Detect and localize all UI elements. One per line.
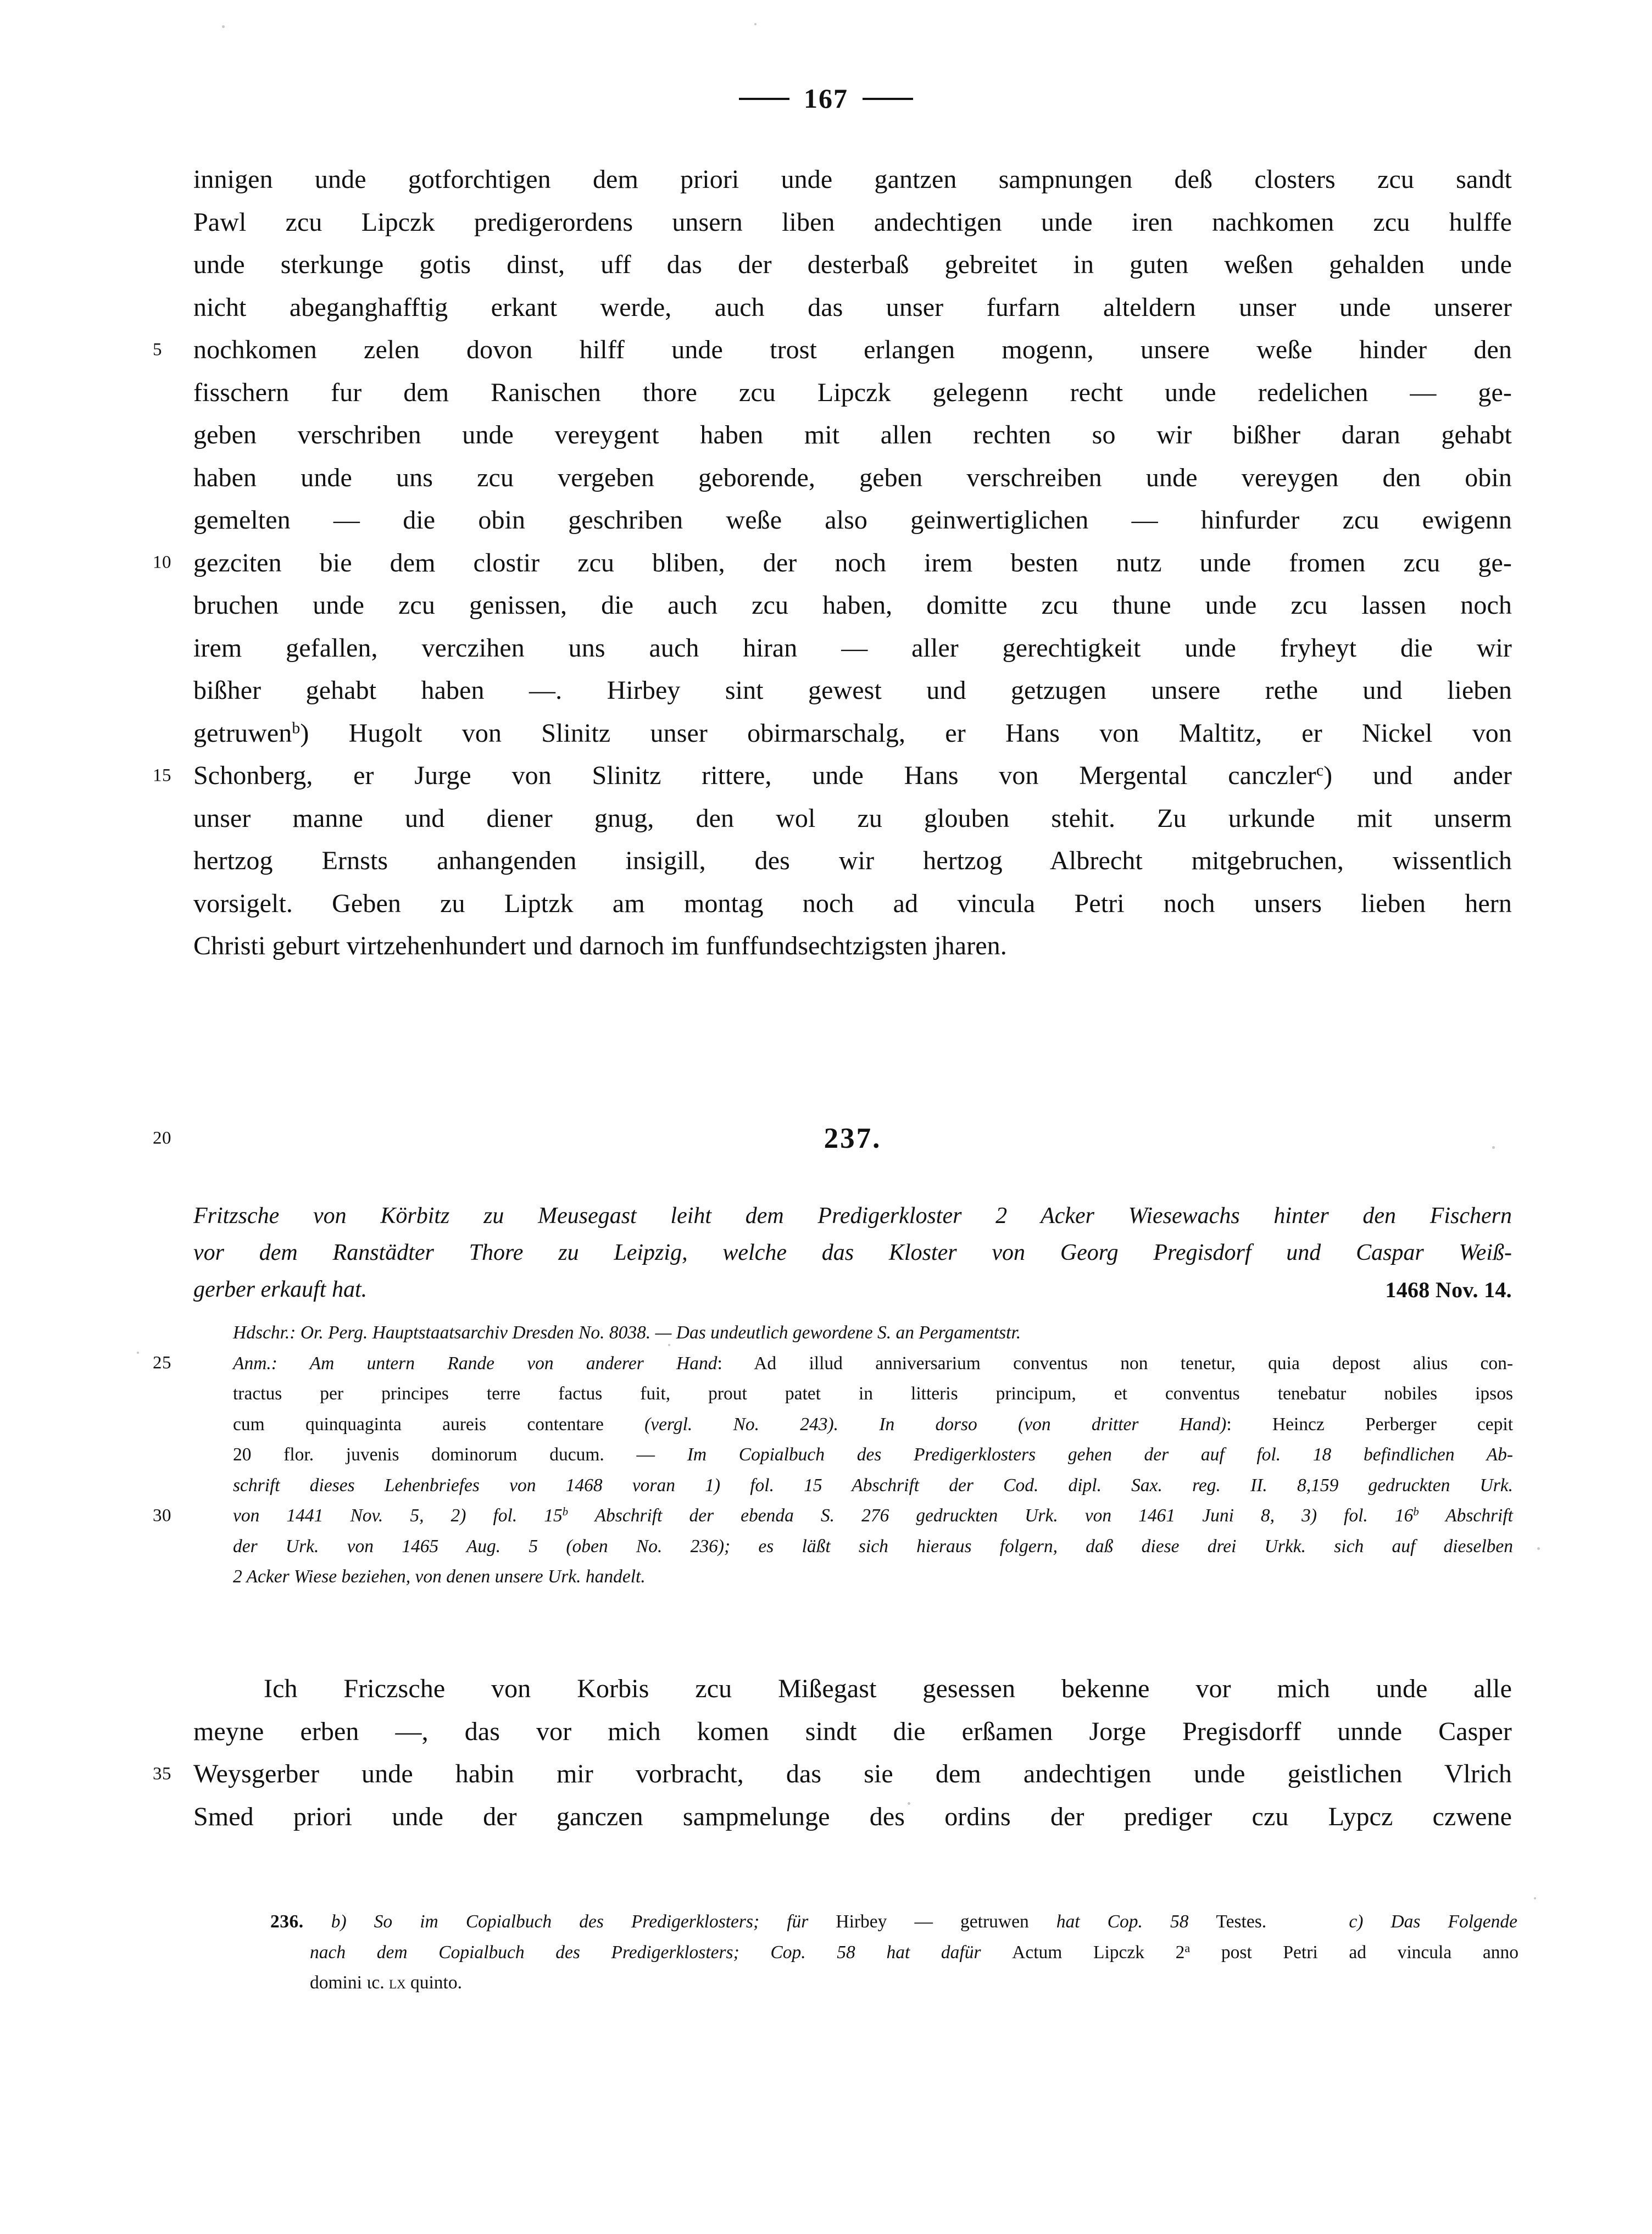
line-number-35: 35: [153, 1764, 171, 1783]
anm-roman-segment: cum quinquaginta aureis contentare: [233, 1414, 645, 1435]
header-rule-right: [863, 98, 913, 100]
body-line-text: getruwen: [193, 718, 292, 748]
footnote-c-label: c): [1349, 1911, 1364, 1932]
body-line: irem gefallen, verczihen uns auch hiran — aller gerechtigkeit unde fryheyt die wir: [193, 633, 1512, 663]
body-line: unde sterkunge gotis dinst, uff das der desterbaß gebreitet in guten weßen gehalden unde: [193, 250, 1512, 279]
footnote-c-roman: Actum Lipczk 2: [1012, 1942, 1185, 1963]
anm-line: [233, 1561, 1513, 1592]
scan-speckle: [222, 25, 225, 28]
body-line-text-tail: ) Hugolt von Slinitz unser obirmarschalg, er Hans von Maltitz, er Nickel von: [300, 718, 1512, 748]
regest-line: Fritzsche von Körbitz zu Meusegast leiht dem Predigerkloster 2 Acker Wiesewachs hinter den Fischern: [193, 1203, 1512, 1229]
footnote-c-roman: quinto.: [405, 1972, 462, 1993]
anm-italic-segment: der Urk. von 1465 Aug. 5 (oben No. 236); es läßt sich hieraus folgern, daß diese drei Urkk. sich auf dieselben: [233, 1536, 1513, 1557]
regest-line: [193, 1271, 1512, 1308]
footnote-b-roman: Testes.: [1216, 1911, 1267, 1932]
document-237-body: [153, 1668, 1512, 1838]
anm-italic-segment: Abschrift der ebenda S. 276 gedruckten Urk. von 1461 Juni 8, 3) fol. 16: [568, 1505, 1414, 1526]
etc-abbreviation: ɩc.: [366, 1972, 385, 1993]
scan-speckle: [754, 23, 757, 25]
anm-roman-segment: : Ad illud anniversarium conventus non tenetur, quia depost alius con-: [717, 1353, 1513, 1374]
line-number-30: 30: [153, 1505, 171, 1525]
body-line: 35 Weysgerber unde habin mir vorbracht, das sie dem andechtigen unde geistlichen Vlrich: [193, 1753, 1512, 1796]
footnote-c-italic: nach dem Copialbuch des Predigerklosters; Cop. 58 hat dafür: [310, 1942, 1013, 1963]
body-line: gemelten — die obin geschriben weße also geinwertiglichen — hinfurder zcu ewigenn: [193, 505, 1512, 535]
anm-line: [233, 1379, 1513, 1409]
footnote-line: [270, 1937, 1517, 1968]
document-date: 1468 Nov. 14.: [1385, 1277, 1512, 1302]
scan-speckle: [137, 1352, 139, 1354]
anm-italic-segment: Im Copialbuch des Predigerklosters gehen der auf fol. 18 befindlichen Ab-: [687, 1444, 1513, 1465]
footnote-b-label: b): [331, 1911, 347, 1932]
roman-numeral-lx: lx: [388, 1972, 406, 1993]
hdschr-label: Hdschr.:: [233, 1322, 296, 1343]
footnote-block-236: [270, 1907, 1517, 1998]
body-line: bruchen unde zcu genissen, die auch zcu haben, domitte zcu thune unde zcu lassen noch: [193, 591, 1512, 620]
line-number-20: 20: [153, 1128, 171, 1148]
section-number: 237.: [824, 1122, 882, 1154]
anm-italic-segment: Am untern Rande von anderer Hand: [277, 1353, 717, 1374]
body-line-with-note-c: [153, 754, 1512, 797]
body-line-text: Schonberg, er Jurge von Slinitz rittere, unde Hans von Mergental canczler: [193, 761, 1316, 790]
anm-line: [153, 1348, 1513, 1379]
anm-italic-segment: (vergl. No. 243). In dorso (von dritter Hand): [644, 1414, 1227, 1435]
regest-line-text: gerber erkauft hat.: [193, 1277, 368, 1302]
body-line: 5 nochkomen zelen dovon hilff unde trost erlangen mogenn, unsere weße hinder den: [193, 329, 1512, 371]
anm-roman-segment: : Heincz Perberger cepit: [1226, 1414, 1514, 1435]
body-line: meyne erben —, das vor mich komen sindt die erßamen Jorge Pregisdorff unnde Casper: [193, 1716, 1512, 1746]
body-line: geben verschriben unde vereygent haben mit allen rechten so wir bißher daran gehabt: [193, 420, 1512, 449]
apparatus-block: [153, 1318, 1514, 1592]
body-line: Pawl zcu Lipczk predigerordens unsern liben andechtigen unde iren nachkomen zcu hulffe: [193, 207, 1512, 237]
scan-speckle: [1537, 1547, 1540, 1550]
footnote-line: [270, 1968, 1517, 1998]
footnote-b-italic: So im Copialbuch des Predigerklosters; für: [346, 1911, 836, 1932]
document-236-body: [153, 158, 1512, 968]
footnote-source-number: 236.: [270, 1911, 304, 1932]
anm-label: Anm.:: [233, 1353, 277, 1374]
anm-line: [233, 1440, 1513, 1470]
body-line: 10 gezciten bie dem clostir zcu bliben, der noch irem besten nutz unde fromen zcu ge-: [193, 542, 1512, 585]
superscript-b-marker: b: [562, 1505, 569, 1519]
footnote-c-roman: domini: [310, 1972, 367, 1993]
body-line: Christi geburt virtzehenhundert und darnoch im funffundsechtzigsten jharen.: [193, 931, 1007, 960]
body-line-text-tail: ) und ander: [1323, 761, 1512, 790]
hdschr-text: Or. Perg. Hauptstaatsarchiv Dresden No. 8038. — Das undeutlich gewordene S. an Pergamentstr.: [296, 1322, 1021, 1343]
body-line-with-note-b: [193, 712, 1512, 755]
anm-italic-segment: von 1441 Nov. 5, 2) fol. 15: [233, 1505, 563, 1526]
anm-line: [233, 1409, 1513, 1440]
line-number-10: 10: [153, 552, 171, 573]
body-line: vorsigelt. Geben zu Liptzk am montag noch ad vincula Petri noch unsers lieben hern: [193, 888, 1512, 918]
header-rule-left: [739, 98, 789, 100]
line-number-15: 15: [153, 765, 171, 785]
footnote-marker-b: b: [292, 719, 301, 737]
body-line: bißher gehabt haben —. Hirbey sint gewest und getzugen unsere rethe und lieben: [193, 676, 1512, 705]
anm-italic-segment: 2 Acker Wiese beziehen, von denen unsere Urk. handelt.: [233, 1566, 646, 1587]
anm-roman-segment: 20 flor. juvenis dominorum ducum. —: [233, 1444, 687, 1465]
anm-line: [233, 1470, 1513, 1501]
footnote-c-italic: Das Folgende: [1363, 1911, 1518, 1932]
scan-speckle: [1534, 1897, 1536, 1899]
superscript-b-marker: b: [1413, 1505, 1419, 1519]
anm-line: [153, 1501, 1513, 1531]
body-line: Ich Friczsche von Korbis zcu Mißegast gesessen bekenne vor mich unde alle: [264, 1674, 1512, 1703]
superscript-a-marker: a: [1184, 1941, 1191, 1955]
page-number: 167: [804, 83, 848, 114]
anm-line: [233, 1531, 1513, 1562]
line-number-5: 5: [153, 340, 162, 359]
footnote-marker-c: c: [1316, 761, 1324, 780]
body-line: Smed priori unde der ganczen sampmelunge des ordins der prediger czu Lypcz czwene: [193, 1802, 1512, 1831]
line-number-25: 25: [153, 1353, 171, 1373]
footnote-c-roman: post Petri ad vincula anno: [1190, 1942, 1518, 1963]
anm-roman-segment: tractus per principes terre factus fuit, prout patet in litteris principum, et conventus tenebatur nobiles ipsos: [233, 1383, 1513, 1404]
anm-italic-segment: Abschrift: [1419, 1505, 1513, 1526]
body-line: haben unde uns zcu vergeben geborende, geben verschreiben unde vereygen den obin: [193, 463, 1512, 492]
anm-italic-segment: schrift dieses Lehenbriefes von 1468 voran 1) fol. 15 Abschrift der Cod. dipl. Sax. reg. II. 8,159 gedruckten Urk.: [233, 1475, 1513, 1496]
section-237-heading: [153, 1122, 1512, 1155]
regest-summary: [193, 1198, 1512, 1308]
body-line: nicht abeganghafftig erkant werde, auch das unser furfarn alteldern unser unde unserer: [193, 292, 1512, 322]
footnote-b-italic: hat Cop. 58: [1056, 1911, 1216, 1932]
footnote-b-roman: Hirbey — getruwen: [836, 1911, 1056, 1932]
footnote-line: [270, 1907, 1517, 1937]
body-line: hertzog Ernsts anhangenden insigill, des wir hertzog Albrecht mitgebruchen, wissentlich: [193, 846, 1512, 875]
hdschr-line: [233, 1318, 1513, 1348]
page-header: [0, 82, 1652, 114]
body-line: fisschern fur dem Ranischen thore zcu Lipczk gelegenn recht unde redelichen — ge-: [193, 377, 1512, 407]
regest-line: vor dem Ranstädter Thore zu Leipzig, welche das Kloster von Georg Pregisdorf und Caspar Weiß-: [193, 1240, 1512, 1265]
body-line: unser manne und diener gnug, den wol zu glouben stehit. Zu urkunde mit unserm: [193, 803, 1512, 833]
body-line: innigen unde gotforchtigen dem priori unde gantzen sampnungen deß closters zcu sandt: [193, 165, 1512, 194]
